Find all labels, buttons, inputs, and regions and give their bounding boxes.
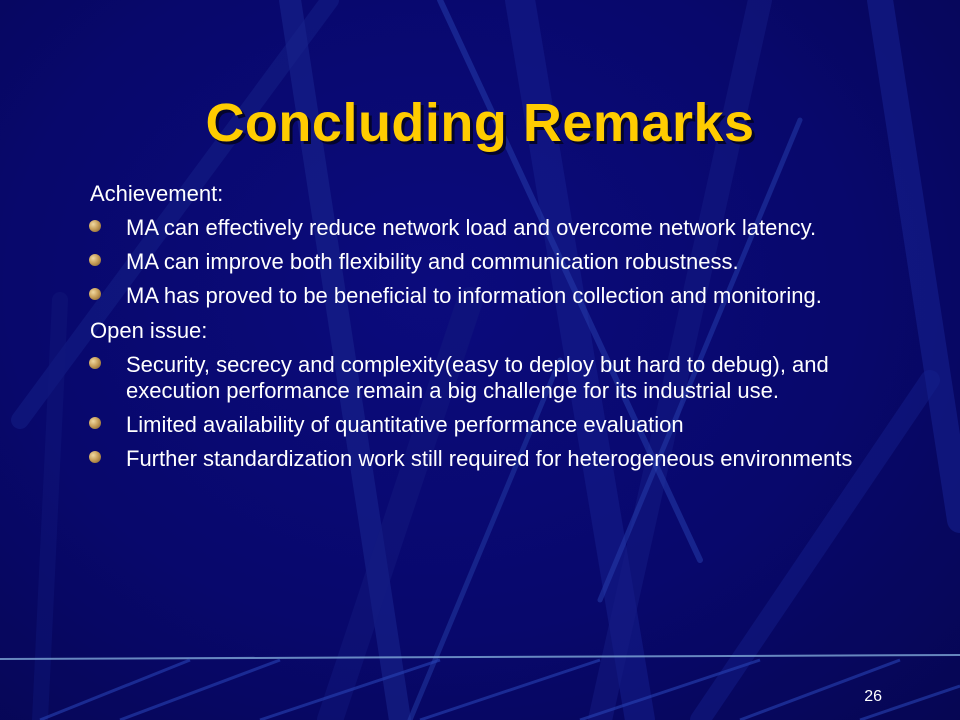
slide-title: Concluding Remarks <box>205 93 755 153</box>
page-number: 26 <box>864 688 882 705</box>
list-item-text: MA can improve both flexibility and communication robustness. <box>126 249 739 274</box>
gold-sphere-bullet-icon <box>89 357 101 369</box>
gold-sphere-bullet-icon <box>89 451 101 463</box>
list-item-text: Security, secrecy and complexity(easy to deploy but hard to debug), and execution performance remain a big challenge for its industrial use. <box>126 352 829 403</box>
list-item-text: Limited availability of quantitative performance evaluation <box>126 412 684 437</box>
list-item <box>90 352 890 404</box>
open-issue-heading: Open issue: <box>90 318 208 343</box>
list-item-text: MA has proved to be beneficial to information collection and monitoring. <box>126 283 822 308</box>
list-item <box>90 283 890 309</box>
list-item <box>90 446 890 472</box>
gold-sphere-bullet-icon <box>89 254 101 266</box>
gold-sphere-bullet-icon <box>89 220 101 232</box>
achievement-heading: Achievement: <box>90 181 224 206</box>
slide-content <box>90 180 890 480</box>
list-item-text: Further standardization work still required for heterogeneous environments <box>126 446 853 471</box>
list-item-text: MA can effectively reduce network load and overcome network latency. <box>126 215 817 240</box>
list-item <box>90 412 890 438</box>
gold-sphere-bullet-icon <box>89 417 101 429</box>
list-item <box>90 249 890 275</box>
gold-sphere-bullet-icon <box>89 288 101 300</box>
list-item <box>90 215 890 241</box>
